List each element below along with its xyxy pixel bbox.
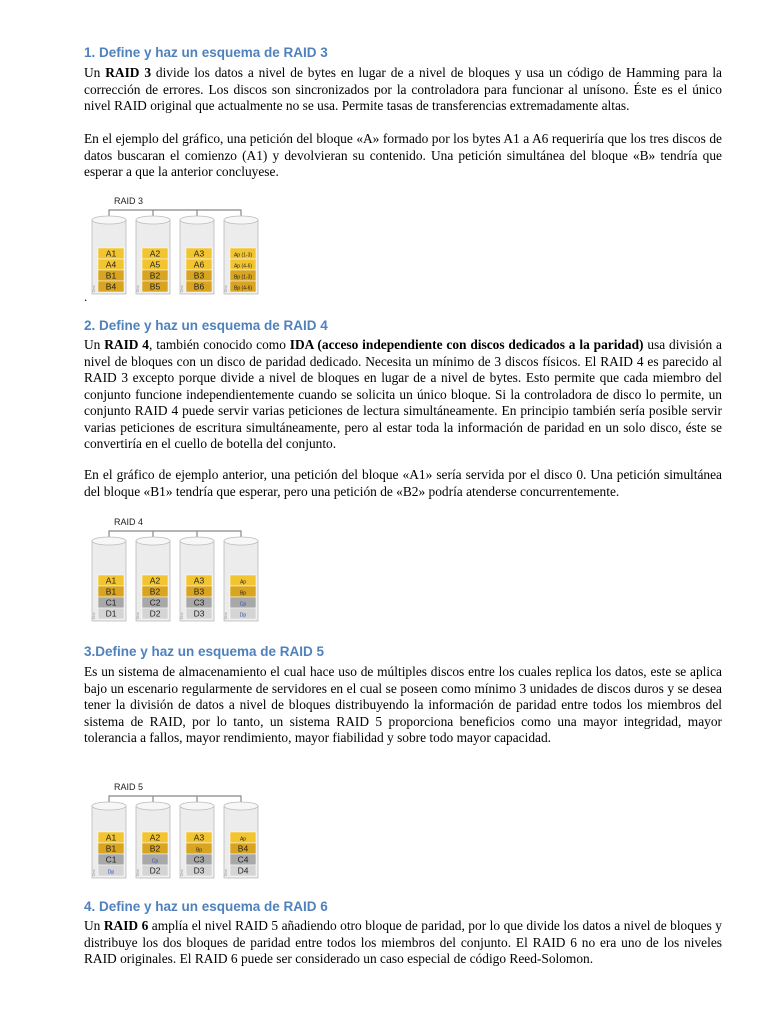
block-label: B2 <box>149 586 161 597</box>
block-label: Bp <box>195 847 203 854</box>
raid-diagram-label: RAID 5 <box>114 782 144 792</box>
paragraph-raid5-intro: Es un sistema de almacenamiento el cual hace uso de múltiples discos entre los cuales replica los datos, este se aplica bajo un escenario regularmente de servidores en el cual se poseen como mínimo 3 unidades de discos duros y se desea tener la división de datos a nivel de bloques distribuyendo la información de paridad entre todos los miembros del sistema de RAID, por lo tanto, un sistema RAID 5 proporciona beneficios como una mayor integridad, mayor tolerancia a fallos, mayor rendimiento, mayor fiabilidad y sobre todo mayor capacidad. <box>84 664 722 745</box>
block-label: A2 <box>149 575 161 586</box>
svg-text:Disk: Disk <box>224 869 228 876</box>
raid5-diagram <box>84 778 284 882</box>
block-label: A3 <box>193 575 205 586</box>
block-label: D1 <box>105 608 117 619</box>
block-label: C3 <box>193 854 205 865</box>
svg-text:Disk: Disk <box>180 869 184 876</box>
disk-cylinder <box>92 537 126 621</box>
raid3-diagram <box>84 192 284 298</box>
block-label: Bp (1-3) <box>233 274 253 281</box>
block-label: C2 <box>149 597 161 608</box>
block-label: Ap <box>239 836 247 843</box>
block-label: A3 <box>193 248 205 259</box>
block-label: B4 <box>237 843 249 854</box>
paragraph-raid4-intro: Un RAID 4, también conocido como IDA (acceso independiente con discos dedicados a la paridad) usa división a nivel de bloques con un disco de paridad dedicado. Necesita un mínimo de 3 discos físicos. El RAID 4 es parecido al RAID 3 excepto porque divide a nivel de bloques en lugar de a nivel de bytes. Esto permite que cada miembro del conjunto funcione independientemente cuando se solicita un único bloque. Si la controladora de disco lo permite, un conjunto RAID 4 puede servir varias peticiones de lectura simultáneamente. En principio también sería posible servir varias peticiones de escritura simultáneamente, pero al estar toda la información de paridad en un solo disco, éste se convertiría en el cuello de botella del conjunto. <box>84 337 722 451</box>
heading-raid5: 3.Define y haz un esquema de RAID 5 <box>84 644 325 659</box>
block-label: A2 <box>149 832 161 843</box>
raid-diagram-label: RAID 4 <box>114 517 144 527</box>
paragraph-raid3-example: En el ejemplo del gráfico, una petición del bloque «A» formado por los bytes A1 a A6 requeriría que los tres discos de datos buscaran el comienzo (A1) y devolvieran su contenido. Una petición simultánea del bloque «B» tendría que esperar a que la anterior concluyese. <box>84 131 722 179</box>
disk-cylinder <box>224 802 258 878</box>
disk-cylinder <box>136 216 170 294</box>
block-label: A1 <box>105 248 117 259</box>
disk-cylinder <box>136 802 170 878</box>
disk-cylinder <box>180 802 214 878</box>
svg-text:Disk: Disk <box>180 285 184 292</box>
block-label: Cp <box>239 601 247 608</box>
block-label: B1 <box>105 270 117 281</box>
block-label: A3 <box>193 832 205 843</box>
disk-cylinder <box>180 537 214 621</box>
heading-raid3: 1. Define y haz un esquema de RAID 3 <box>84 45 328 60</box>
bullet-dot: . <box>84 289 88 304</box>
block-label: B5 <box>149 281 161 292</box>
block-label: D2 <box>149 608 161 619</box>
paragraph-raid4-example: En el gráfico de ejemplo anterior, una petición del bloque «A1» sería servida por el disco 0. Una petición simultánea del bloque «B1» tendría que esperar, pero una petición de «B2» podría atenderse concurrentemente. <box>84 467 722 499</box>
disk-cylinder <box>224 216 258 294</box>
block-label: Dp <box>107 869 115 876</box>
block-label: C1 <box>105 854 117 865</box>
block-label: A2 <box>149 248 161 259</box>
block-label: A5 <box>149 259 161 270</box>
disk-cylinder <box>224 537 258 621</box>
paragraph-raid6-intro: Un RAID 6 amplía el nivel RAID 5 añadiendo otro bloque de paridad, por lo que divide los datos a nivel de bloques y distribuye los dos bloques de paridad entre todos los miembros del conjunto. El RAID 6 no era uno de los niveles RAID originales. El RAID 6 puede ser considerado un caso especial de código Reed-Solomon. <box>84 918 722 966</box>
svg-text:Disk: Disk <box>224 285 228 292</box>
block-label: C1 <box>105 597 117 608</box>
disk-cylinder <box>180 216 214 294</box>
svg-text:Disk: Disk <box>92 285 96 292</box>
block-label: Ap (1-3) <box>233 252 253 259</box>
block-label: Dp <box>239 612 247 619</box>
block-label: Ap (4-6) <box>233 263 253 270</box>
block-label: A1 <box>105 832 117 843</box>
block-label: Cp <box>151 858 159 865</box>
svg-text:Disk: Disk <box>92 612 96 619</box>
block-label: D3 <box>193 865 205 876</box>
block-label: D2 <box>149 865 161 876</box>
disk-cylinder <box>92 216 126 294</box>
block-label: D4 <box>237 865 249 876</box>
block-label: B3 <box>193 586 205 597</box>
block-label: B1 <box>105 586 117 597</box>
raid4-diagram <box>84 513 284 625</box>
svg-text:Disk: Disk <box>224 612 228 619</box>
block-label: D3 <box>193 608 205 619</box>
block-label: Bp <box>239 590 247 597</box>
disk-cylinder <box>92 802 126 878</box>
svg-text:Disk: Disk <box>92 869 96 876</box>
block-label: B1 <box>105 843 117 854</box>
heading-raid6: 4. Define y haz un esquema de RAID 6 <box>84 899 328 914</box>
svg-text:Disk: Disk <box>180 612 184 619</box>
svg-text:Disk: Disk <box>136 869 140 876</box>
block-label: A6 <box>193 259 205 270</box>
block-label: A4 <box>105 259 117 270</box>
block-label: Ap <box>239 579 247 586</box>
block-label: Bp (4-6) <box>233 285 253 292</box>
block-label: C3 <box>193 597 205 608</box>
block-label: B4 <box>105 281 117 292</box>
paragraph-raid3-intro: Un RAID 3 divide los datos a nivel de bytes en lugar de a nivel de bloques y usa un código de Hamming para la corrección de errores. Los discos son sincronizados por la controladora para funcionar al unísono. Éste es el único nivel RAID original que actualmente no se usa. Permite tasas de transferencias extremadamente altas. <box>84 65 723 113</box>
svg-text:Disk: Disk <box>136 612 140 619</box>
raid-diagram-label: RAID 3 <box>114 196 144 206</box>
block-label: B6 <box>193 281 205 292</box>
heading-raid4: 2. Define y haz un esquema de RAID 4 <box>84 318 328 333</box>
svg-text:Disk: Disk <box>136 285 140 292</box>
block-label: B3 <box>193 270 205 281</box>
block-label: C4 <box>237 854 249 865</box>
block-label: B2 <box>149 843 161 854</box>
disk-cylinder <box>136 537 170 621</box>
block-label: A1 <box>105 575 117 586</box>
block-label: B2 <box>149 270 161 281</box>
